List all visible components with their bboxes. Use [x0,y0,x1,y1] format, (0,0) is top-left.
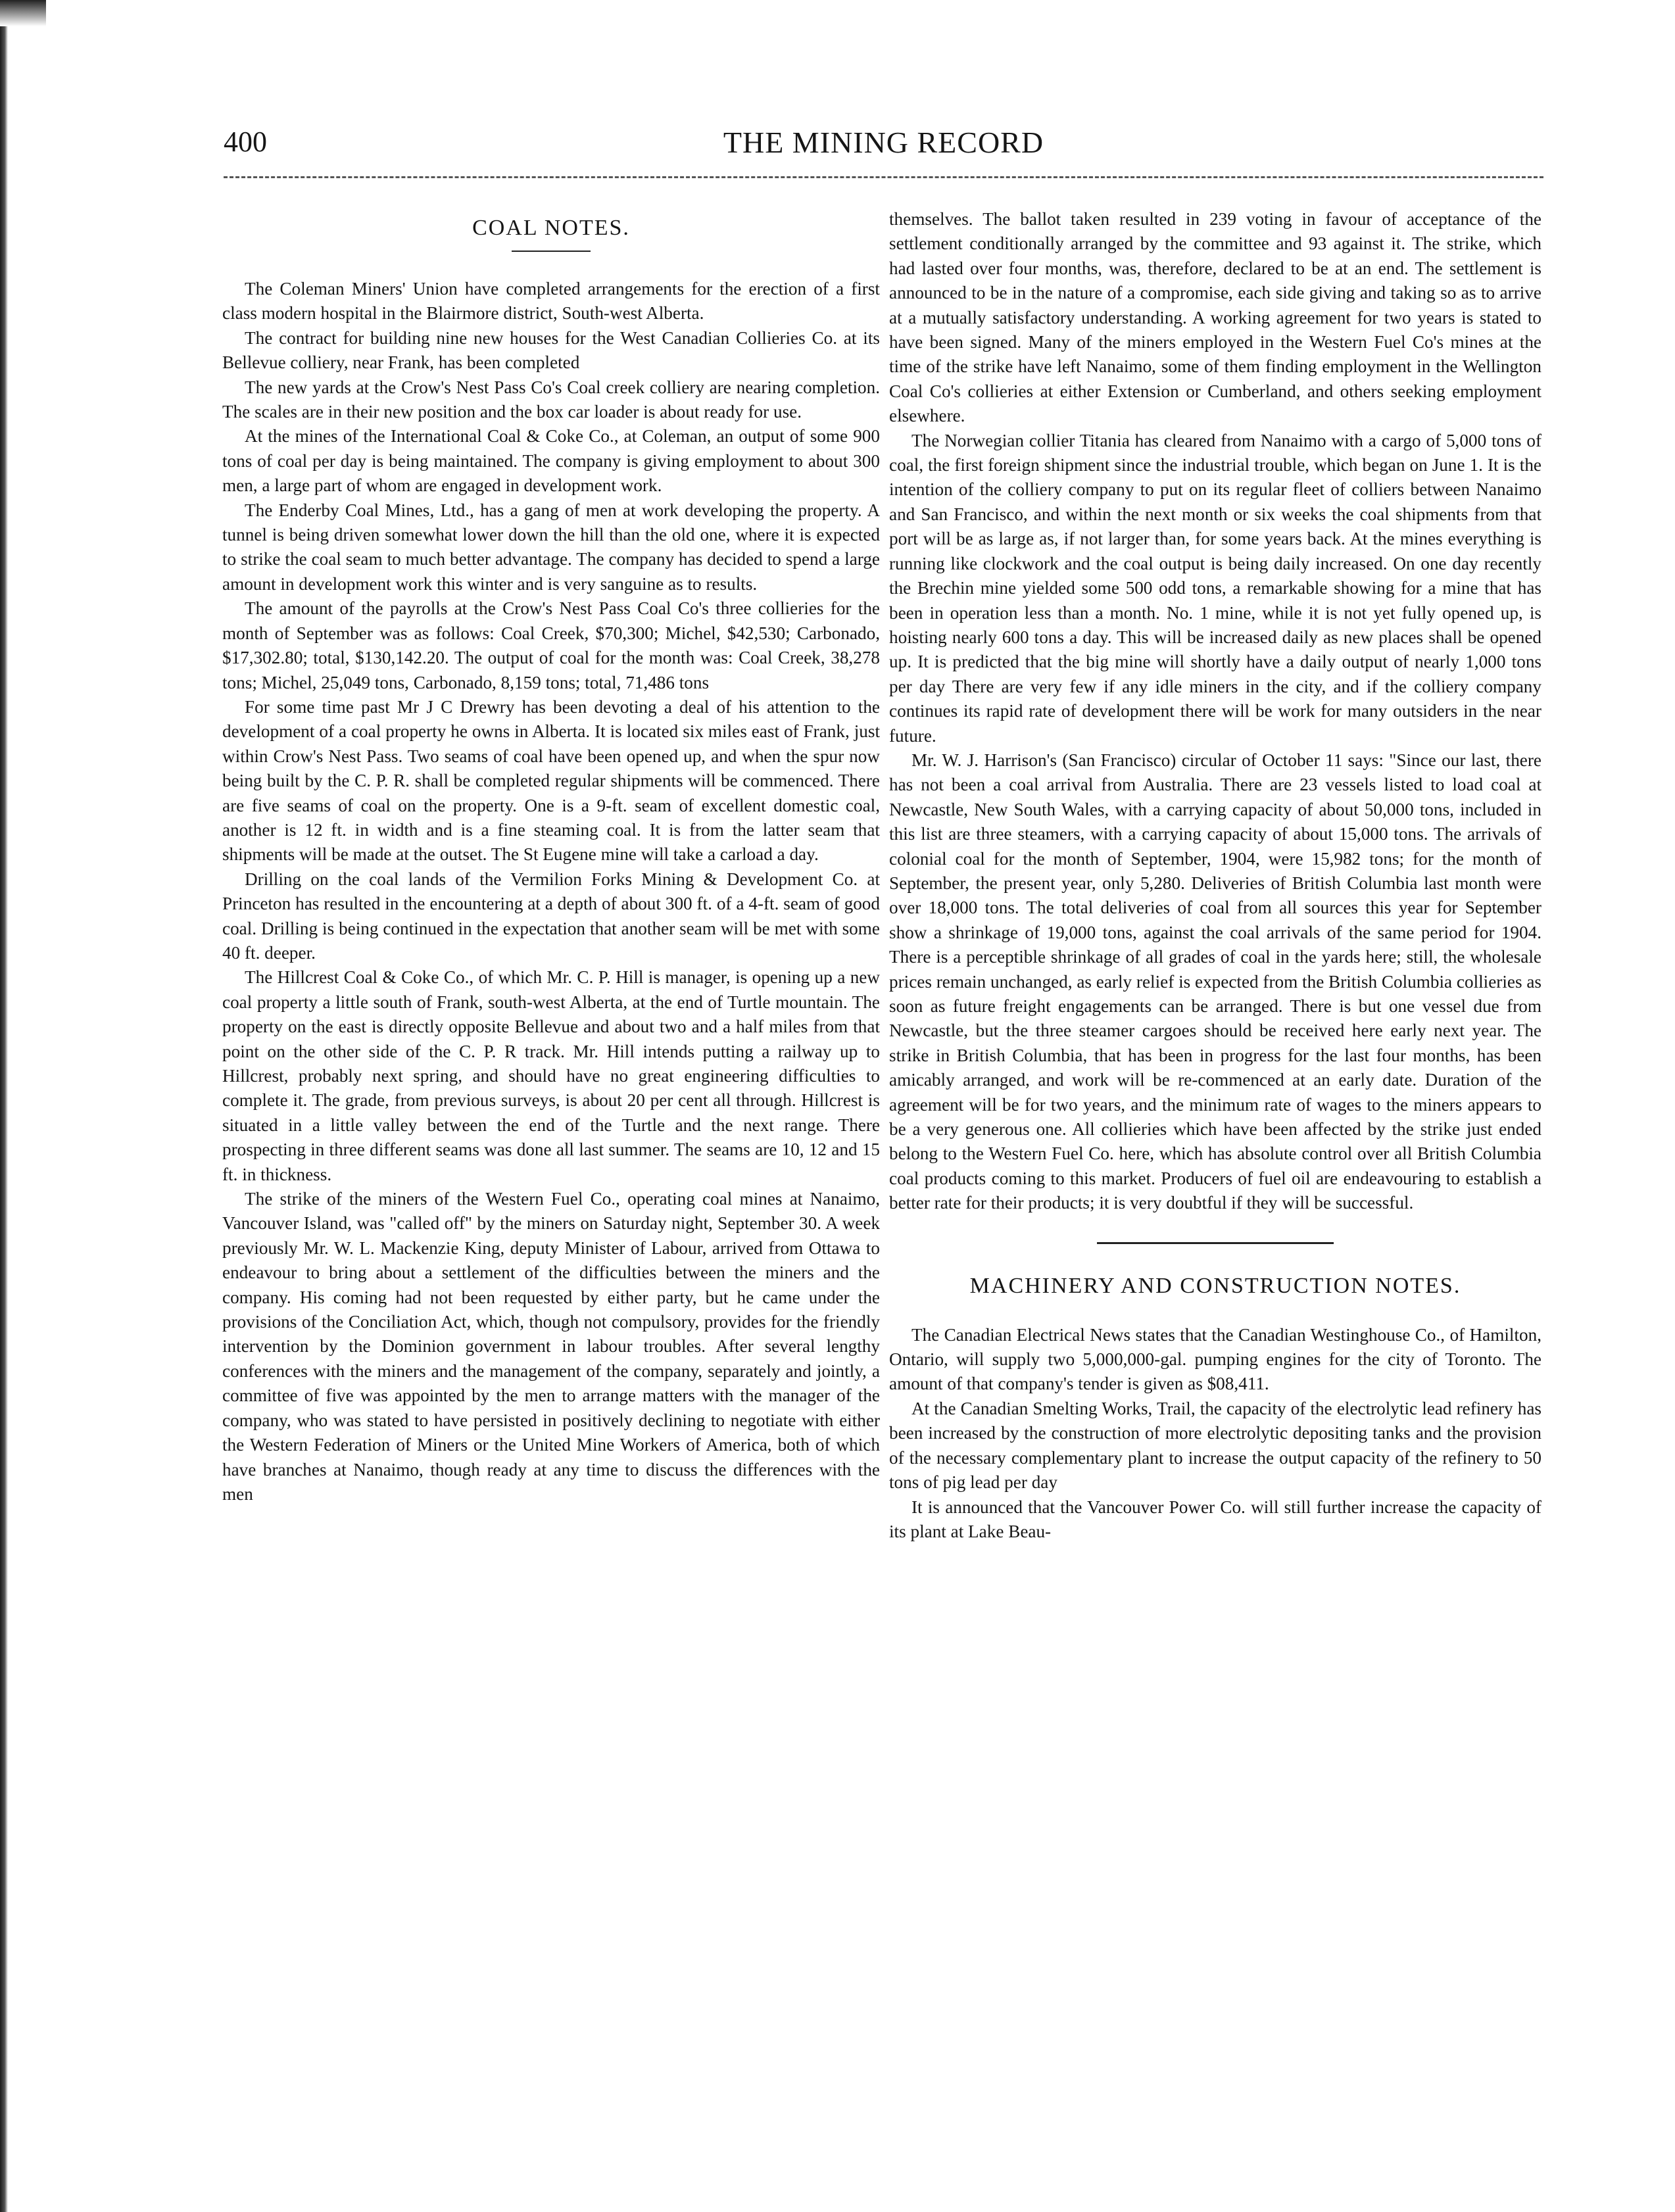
paragraph: The Hillcrest Coal & Coke Co., of which Mr. C. P. Hill is manager, is opening up a new coal property a little south of Frank, south-west Alberta, at the end of Turtle mountain. The property on the east is directly opposite Bellevue and about two and a half miles from that point on the other side of the C. P. R track. Mr. Hill intends putting a railway up to Hillcrest, probably next spring, and should have no great engineering difficulties to complete it. The grade, from previous surveys, is about 20 per cent all through. Hillcrest is situated in a little valley between the end of the Turtle and the next range. There prospecting in three different seams was done all last summer. The seams are 10, 12 and 15 ft. in thickness. [222,967,880,1184]
paragraph: The Norwegian collier Titania has cleared from Nanaimo with a cargo of 5,000 tons of coal, the first foreign shipment since the industrial trouble, which began on June 1. It is the intention of the colliery company to put on its regular fleet of colliers between Nanaimo and San Francisco, and within the next month or six weeks the coal shipments from that port will be as large as, if not larger than, for some years back. At the mines everything is running like clockwork and the coal output is being daily increased. On one day recently the Brechin mine yielded some 500 odd tons, a remarkable showing for a mine that has been in operation less than a month. No. 1 mine, while it is not yet fully opened up, is hoisting nearly 600 tons a day. This will be increased daily as new places shall be opened up. It is predicted that the big mine will shortly have a daily output of nearly 1,000 tons per day There are very few if any idle miners in the city, and if the colliery company continues its rapid rate of development there will be work for many outsiders in the near future. [889,430,1541,746]
section-divider [1097,1242,1334,1244]
paragraph: The new yards at the Crow's Nest Pass Co's Coal creek colliery are nearing completion. The scales are in their new position and the box car loader is about ready for use. [222,377,880,422]
paragraph: At the Canadian Smelting Works, Trail, the capacity of the electrolytic lead refinery has been increased by the construction of more electrolytic depositing tanks and the provision of the necessary complementary plant to increase the output capacity of the refinery to 50 tons of pig lead per day [889,1398,1541,1493]
paragraph: The amount of the payrolls at the Crow's Nest Pass Coal Co's three collieries for the month of September was as follows: Coal Creek, $70,300; Michel, $42,530; Carbonado, $17,302.80; total, $130,142.20. The output of coal for the month was: Coal Creek, 38,278 tons; Michel, 25,049 tons, Carbonado, 8,159 tons; total, 71,486 tons [222,598,880,692]
heading-spacer [889,1301,1541,1323]
header-rule [224,176,1543,178]
paragraph: Mr. W. J. Harrison's (San Francisco) circular of October 11 says: "Since our last, there has not been a coal arrival from Australia. There are 23 vessels listed to load coal at Newcastle, New South Wales, with a carrying capacity of about 50,000 tons, included in this list are three steamers, with a carrying capacity of about 15,000 tons. The arrivals of colonial coal for the month of September, 1904, were 15,982 tons; for the month of September, the present year, only 5,280. Deliveries of British Columbia last month were over 18,000 tons. The total deliveries of coal from all sources this year for September show a shrinkage of 19,000 tons, against the coal arrivals of the same period for 1904. There is a perceptible shrinkage of all grades of coal in the yards here; still, the wholesale prices remain unchanged, as early relief is expected from the British Columbia collieries as soon as future freight engagements can be arranged. There is but one vessel due from Newcastle, but the three steamer cargoes should be received here early next year. The strike in British Columbia, that has been in progress for the last four months, has been amicably arranged, and work will be re-commenced at an early date. Duration of the agreement will be for two years, and the minimum rate of wages to the miners appears to be a very generous one. All collieries which have been affected by the strike just ended belong to the Western Fuel Co. here, which has absolute control over all British Columbia coal products coming to this market. Producers of fuel oil are endeavouring to establish a better rate for their products; it is very doubtful if they will be successful. [889,750,1541,1213]
paragraph: The strike of the miners of the Western Fuel Co., operating coal mines at Nanaimo, Vancouver Island, was "called off" by the miners on Saturday night, September 30. A week previously Mr. W. L. Mackenzie King, deputy Minister of Labour, arrived from Ottawa to endeavour to bring about a settlement of the difficulties between the miners and the company. His coming had not been requested by either party, but he came under the provisions of the Conciliation Act, which, though not compulsory, provides for the friendly intervention by the Dominion government in labour troubles. After several lengthy conferences with the miners and the management of the company, separately and jointly, a committee of five was appointed by the men to arrange matters with the manager of the company, who was stated to have persisted in positively declining to negotiate with either the Western Federation of Miners or the United Mine Workers of America, both of which have branches at Nanaimo, though ready at any time to discuss the differences with the men [222,1189,880,1504]
coal-notes-heading: COAL NOTES. [472,216,630,240]
heading-rule [512,251,591,252]
machinery-notes-heading: MACHINERY AND CONSTRUCTION NOTES. [969,1273,1461,1298]
right-column [889,207,1541,2180]
page-binding-edge [0,0,8,2212]
left-column [222,207,880,2180]
paragraph: It is announced that the Vancouver Power Co. will still further increase the capacity of its plant at Lake Beau- [889,1497,1541,1541]
page-header [224,125,1543,171]
paragraph: The Enderby Coal Mines, Ltd., has a gang of men at work developing the property. A tunnel is being driven somewhat lower down the hill than the old one, where it is expected to strike the coal seam to much better advantage. The company has decided to spend a large amount in development work this winter and is very sanguine as to results. [222,500,880,594]
paragraph: At the mines of the International Coal & Coke Co., at Coleman, an output of some 900 tons of coal per day is being maintained. The company is giving employment to about 300 men, a large part of whom are engaged in development work. [222,426,880,496]
paragraph-continued: themselves. The ballot taken resulted in 239 voting in favour of acceptance of the settlement conditionally arranged by the committee and 93 against it. The strike, which had lasted over four months, was, therefore, declared to be at an end. The settlement is announced to be in the nature of a compromise, each side giving and taking so as to arrive at a mutually satisfactory understanding. A working agreement for two years is stated to have been signed. Many of the miners employed in the Western Fuel Co's mines at the time of the strike have left Nanaimo, some of them finding employment in the Wellington Coal Co's collieries at either Extension or Cumberland, and others seeking employment elsewhere. [889,209,1541,426]
paragraph: For some time past Mr J C Drewry has been devoting a deal of his attention to the development of a coal property he owns in Alberta. It is located six miles east of Frank, just within Crow's Nest Pass. Two seams of coal have been opened up, and when the spur now being built by the C. P. R. shall be completed regular shipments will be commenced. There are five seams of coal on the property. One is a 9-ft. seam of excellent domestic coal, another is 12 ft. in width and is a fine steaming coal. It is from the latter seam that shipments will be made at the outset. The St Eugene mine will take a carload a day. [222,696,880,865]
paragraph: Drilling on the coal lands of the Vermilion Forks Mining & Development Co. at Princeton has resulted in the encountering at a depth of about 300 ft. of a 4-ft. seam of good coal. Drilling is being continued in the expectation that another seam will be met with some 40 ft. deeper. [222,869,880,963]
paragraph: The contract for building nine new houses for the West Canadian Collieries Co. at its Bellevue colliery, near Frank, has been completed [222,327,880,373]
page-corner-shadow [0,0,46,26]
paragraph: The Canadian Electrical News states that the Canadian Westinghouse Co., of Hamilton, Ontario, will supply two 5,000,000-gal. pumping engines for the city of Toronto. The amount of that company's tender is given as $08,411. [889,1324,1541,1394]
paragraph: The Coleman Miners' Union have completed arrangements for the erection of a first class modern hospital in the Blairmore district, South-west Alberta. [222,279,880,324]
page-number: 400 [224,126,267,158]
running-title: THE MINING RECORD [723,126,1044,159]
